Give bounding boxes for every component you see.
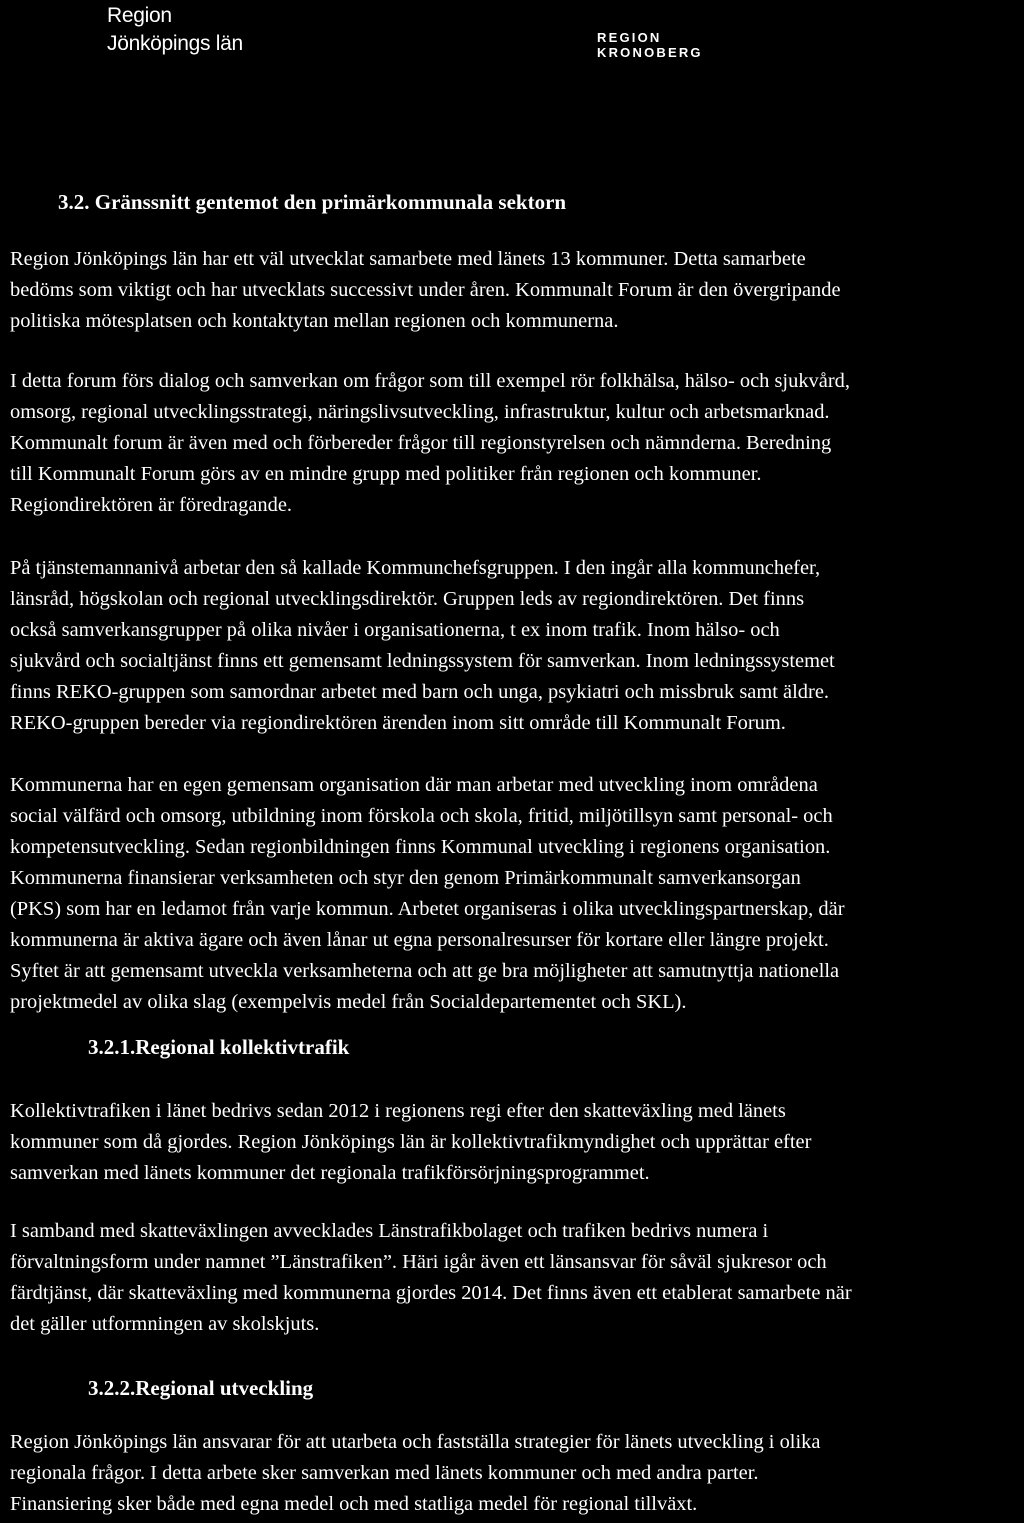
region-kronoberg-logo: [597, 30, 703, 60]
text-line: I samband med skatteväxlingen avvecklades Länstrafikbolaget och trafiken bedrivs numera i: [10, 1220, 769, 1242]
text-line: regionala frågor. I detta arbete sker samverkan med länets kommuner och med andra parter.: [10, 1462, 759, 1484]
text-line: På tjänstemannanivå arbetar den så kallade Kommunchefsgruppen. I den ingår alla kommunchefer,: [10, 557, 821, 579]
text-line: (PKS) som har en ledamot från varje kommun. Arbetet organiseras i olika utvecklingspartnerskap, där: [10, 898, 845, 920]
text-line: förvaltningsform under namnet ”Länstrafiken”. Häri igår även ett länsansvar för såväl sjukresor och: [10, 1251, 827, 1273]
text-line: omsorg, regional utvecklingsstrategi, näringslivsutveckling, infrastruktur, kultur och arbetsmarknad.: [10, 401, 830, 423]
text-line: Regiondirektören är föredragande.: [10, 494, 293, 516]
text-line: politiska mötesplatsen och kontaktytan mellan regionen och kommunerna.: [10, 310, 619, 332]
text-line: sjukvård och socialtjänst finns ett gemensamt ledningssystem för samverkan. Inom ledningssystemet: [10, 650, 835, 672]
text-line: I detta forum förs dialog och samverkan om frågor som till exempel rör folkhälsa, hälso- och sjukvård,: [10, 370, 850, 392]
section-heading-3-2: 3.2. Gränssnitt gentemot den primärkommunala sektorn: [58, 190, 567, 214]
text-line: REKO-gruppen bereder via regiondirektören ärenden inom sitt område till Kommunalt Forum.: [10, 712, 786, 734]
text-line: länsråd, högskolan och regional utvecklingsdirektör. Gruppen leds av regiondirektören. Det finns: [10, 588, 805, 610]
text-line: Syftet är att gemensamt utveckla verksamheterna och att ge bra möjligheter att samutnyttja nationella: [10, 960, 840, 982]
paragraph: [10, 366, 1016, 521]
logo-left-line-1: Region: [107, 4, 172, 27]
text-line: Region Jönköpings län ansvarar för att utarbeta och fastställa strategier för länets utveckling i olika: [10, 1431, 821, 1453]
logo-right-line-1: REGION: [597, 30, 662, 45]
text-line: kommunerna är aktiva ägare och även lånar ut egna personalresurser för kortare eller längre projekt.: [10, 929, 829, 951]
paragraph: [10, 1427, 1016, 1520]
text-line: finns REKO-gruppen som samordnar arbetet med barn och unga, psykiatri och missbruk samt äldre.: [10, 681, 830, 703]
text-line: Kollektivtrafiken i länet bedrivs sedan 2012 i regionens regi efter den skatteväxling med länets: [10, 1100, 786, 1122]
text-line: samverkan med länets kommuner det regionala trafikförsörjningsprogrammet.: [10, 1162, 650, 1184]
text-line: Kommunerna har en egen gemensam organisation där man arbetar med utveckling inom områdena: [10, 774, 818, 796]
paragraph: [10, 553, 1016, 739]
paragraph: [10, 244, 1016, 337]
text-line: också samverkansgrupper på olika nivåer i organisationerna, t ex inom trafik. Inom hälso- och: [10, 619, 780, 641]
text-line: bedöms som viktigt och har utvecklats successivt under åren. Kommunalt Forum är den övergripande: [10, 279, 841, 301]
paragraph: [10, 1096, 1016, 1189]
text-line: Region Jönköpings län har ett väl utvecklat samarbete med länets 13 kommuner. Detta samarbete: [10, 248, 806, 270]
logo-right-line-2: KRONOBERG: [597, 45, 703, 60]
text-line: Kommunerna finansierar verksamheten och styr den genom Primärkommunalt samverkansorgan: [10, 867, 801, 889]
paragraph: [10, 770, 1016, 1018]
paragraph: [10, 1216, 1016, 1340]
text-line: projektmedel av olika slag (exempelvis medel från Socialdepartementet och SKL).: [10, 991, 687, 1013]
text-line: färdtjänst, där skatteväxling med kommunerna gjordes 2014. Det finns även ett etablerat samarbete när: [10, 1282, 852, 1304]
text-line: Finansiering sker både med egna medel och med statliga medel för regional tillväxt.: [10, 1493, 698, 1515]
logo-left-line-2: Jönköpings län: [107, 32, 243, 55]
text-line: kommuner som då gjordes. Region Jönköpings län är kollektivtrafikmyndighet och upprättar efter: [10, 1131, 812, 1153]
text-line: social välfärd och omsorg, utbildning inom förskola och skola, fritid, miljötillsyn samt personal- och: [10, 805, 833, 827]
text-line: kompetensutveckling. Sedan regionbildningen finns Kommunal utveckling i regionens organisation.: [10, 836, 831, 858]
region-jonkoping-logo: [107, 2, 243, 58]
text-line: till Kommunalt Forum görs av en mindre grupp med politiker från regionen och kommuner.: [10, 463, 762, 485]
section-heading-3-2-1: 3.2.1.Regional kollektivtrafik: [88, 1035, 350, 1059]
text-line: det gäller utformningen av skolskjuts.: [10, 1313, 320, 1335]
text-line: Kommunalt forum är även med och förbereder frågor till regionstyrelsen och nämnderna. Beredning: [10, 432, 832, 454]
section-heading-3-2-2: 3.2.2.Regional utveckling: [88, 1376, 314, 1400]
